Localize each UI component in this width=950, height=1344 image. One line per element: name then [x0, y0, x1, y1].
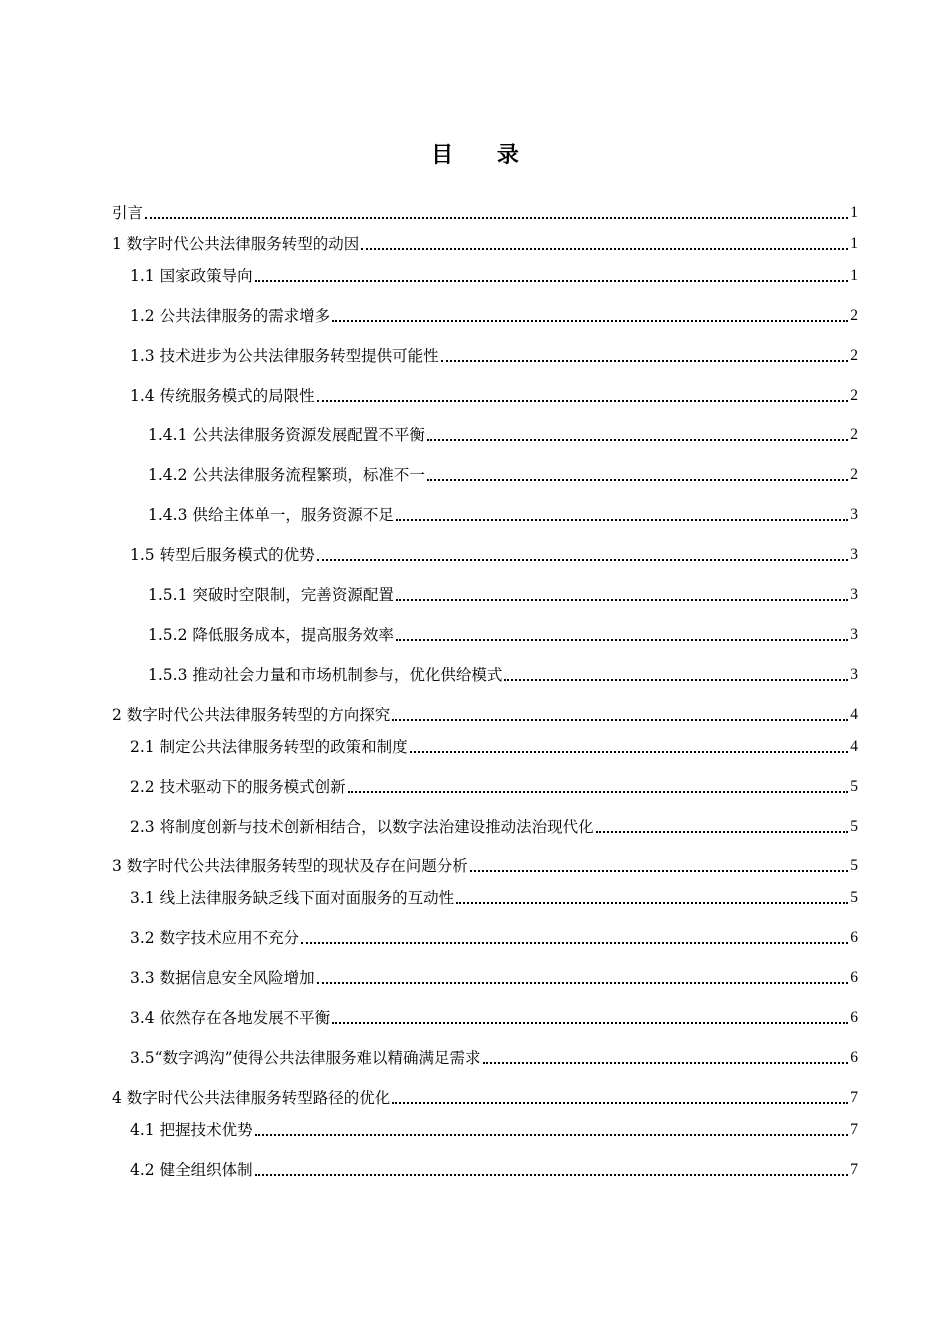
- toc-entry-title: 3.1 线上法律服务缺乏线下面对面服务的互动性: [130, 889, 455, 907]
- toc-page-number: 7: [850, 1121, 858, 1138]
- toc-leader-dots: [427, 479, 848, 481]
- toc-leader-dots: [427, 439, 848, 441]
- toc-entry-title: 3.3 数据信息安全风险增加: [130, 969, 315, 987]
- toc-entry-title: 2.3 将制度创新与技术创新相结合，以数字法治建设推动法治现代化: [130, 818, 594, 836]
- toc-entry[interactable]: [130, 303, 858, 327]
- toc-leader-dots: [301, 942, 848, 944]
- toc-page-number: 5: [850, 778, 858, 795]
- toc-page-number: 2: [850, 466, 858, 483]
- toc-leader-dots: [332, 320, 848, 322]
- toc-entry-title: 2.2 技术驱动下的服务模式创新: [130, 778, 346, 796]
- toc-entry[interactable]: [130, 1005, 858, 1029]
- toc-entry[interactable]: [130, 965, 858, 989]
- toc-page-number: 3: [850, 586, 858, 603]
- toc-page-number: 1: [850, 204, 858, 221]
- toc-entry-title: 1.5.1 突破时空限制，完善资源配置: [148, 586, 394, 604]
- toc-page-number: 3: [850, 626, 858, 643]
- toc-leader-dots: [348, 791, 849, 793]
- toc-entry-title: 1.4.1 公共法律服务资源发展配置不平衡: [148, 426, 425, 444]
- toc-entry[interactable]: [130, 1157, 858, 1181]
- toc-leader-dots: [392, 719, 848, 721]
- toc-entry-title: 1.5.2 降低服务成本，提高服务效率: [148, 626, 394, 644]
- toc-page-number: 7: [850, 1089, 858, 1106]
- toc-entry-title: 4 数字时代公共法律服务转型路径的优化: [112, 1089, 391, 1107]
- toc-entry-title: 3.2 数字技术应用不充分: [130, 929, 300, 947]
- toc-leader-dots: [410, 751, 849, 753]
- toc-leader-dots: [441, 360, 849, 362]
- toc-entry-title: 1.4.2 公共法律服务流程繁琐，标准不一: [148, 466, 425, 484]
- toc-page-number: 6: [850, 1049, 858, 1066]
- toc-page-number: 1: [850, 267, 858, 284]
- toc-entry-title: 1.5.3 推动社会力量和市场机制参与，优化供给模式: [148, 666, 503, 684]
- toc-entry[interactable]: [130, 542, 858, 566]
- toc-entry[interactable]: [112, 231, 858, 255]
- toc-page-number: 6: [850, 969, 858, 986]
- toc-entry-title: 3.5“数字鸿沟”使得公共法律服务难以精确满足需求: [130, 1049, 481, 1067]
- toc-entry-title: 4.2 健全组织体制: [130, 1161, 253, 1179]
- toc-entry[interactable]: [130, 343, 858, 367]
- toc-leader-dots: [317, 559, 849, 561]
- toc-entry[interactable]: [148, 422, 858, 446]
- toc-page-number: 5: [850, 857, 858, 874]
- toc-page-number: 5: [850, 818, 858, 835]
- toc-entry-title: 1.4 传统服务模式的局限性: [130, 387, 315, 405]
- toc-page-number: 3: [850, 506, 858, 523]
- toc-leader-dots: [470, 870, 848, 872]
- toc-entry-title: 1 数字时代公共法律服务转型的动因: [112, 235, 360, 253]
- toc-page-number: 2: [850, 387, 858, 404]
- toc-leader-dots: [504, 679, 848, 681]
- toc-entry[interactable]: [148, 582, 858, 606]
- toc-leader-dots: [145, 217, 848, 219]
- toc-page-number: 5: [850, 889, 858, 906]
- toc-leader-dots: [396, 599, 848, 601]
- toc-leader-dots: [317, 982, 849, 984]
- toc-page-number: 1: [850, 235, 858, 252]
- toc-page-number: 4: [850, 738, 858, 755]
- toc-entry[interactable]: [130, 885, 858, 909]
- toc-entry-title: 3.4 依然存在各地发展不平衡: [130, 1009, 331, 1027]
- toc-leader-dots: [456, 902, 848, 904]
- toc-entry[interactable]: [148, 502, 858, 526]
- toc-entry-title: 4.1 把握技术优势: [130, 1121, 253, 1139]
- toc-page-number: 2: [850, 347, 858, 364]
- toc-entry-title: 1.1 国家政策导向: [130, 267, 253, 285]
- toc-entry-title: 1.3 技术进步为公共法律服务转型提供可能性: [130, 347, 439, 365]
- toc-page-number: 6: [850, 1009, 858, 1026]
- toc-entry[interactable]: [130, 383, 858, 407]
- toc-entry[interactable]: [130, 814, 858, 838]
- toc-entry[interactable]: [112, 1085, 858, 1109]
- toc-entry-title: 3 数字时代公共法律服务转型的现状及存在问题分析: [112, 857, 468, 875]
- toc-entry-title: 2.1 制定公共法律服务转型的政策和制度: [130, 738, 408, 756]
- toc-leader-dots: [361, 248, 848, 250]
- toc-entry[interactable]: [130, 263, 858, 287]
- toc-leader-dots: [255, 1134, 849, 1136]
- toc-leader-dots: [396, 639, 848, 641]
- toc-entry-title: 1.4.3 供给主体单一，服务资源不足: [148, 506, 394, 524]
- toc-leader-dots: [255, 1174, 849, 1176]
- toc-entry[interactable]: [112, 853, 858, 877]
- toc-entry-title: 1.5 转型后服务模式的优势: [130, 546, 315, 564]
- toc-entry[interactable]: [130, 925, 858, 949]
- toc-entry-title: 引言: [112, 204, 144, 222]
- toc-entry[interactable]: [130, 1045, 858, 1069]
- toc-leader-dots: [596, 831, 849, 833]
- toc-entry[interactable]: [148, 622, 858, 646]
- toc-leader-dots: [483, 1062, 849, 1064]
- toc-entry[interactable]: [148, 462, 858, 486]
- toc-entry[interactable]: [112, 200, 858, 224]
- toc-leader-dots: [396, 519, 848, 521]
- toc-leader-dots: [255, 280, 849, 282]
- toc-leader-dots: [332, 1022, 848, 1024]
- toc-page-number: 6: [850, 929, 858, 946]
- page-title: 目 录: [431, 143, 537, 168]
- toc-entry[interactable]: [112, 702, 858, 726]
- toc-entry[interactable]: [130, 734, 858, 758]
- toc-entry[interactable]: [130, 1117, 858, 1141]
- toc-page-number: 2: [850, 307, 858, 324]
- toc-leader-dots: [392, 1102, 848, 1104]
- toc-page-number: 2: [850, 426, 858, 443]
- toc-page-number: 3: [850, 666, 858, 683]
- toc-page-number: 4: [850, 706, 858, 723]
- toc-page-number: 7: [850, 1161, 858, 1178]
- toc-entry-title: 2 数字时代公共法律服务转型的方向探究: [112, 706, 391, 724]
- toc-leader-dots: [317, 400, 849, 402]
- toc-entry[interactable]: [130, 774, 858, 798]
- toc-entry[interactable]: [148, 662, 858, 686]
- toc-page-number: 3: [850, 546, 858, 563]
- toc-entry-title: 1.2 公共法律服务的需求增多: [130, 307, 331, 325]
